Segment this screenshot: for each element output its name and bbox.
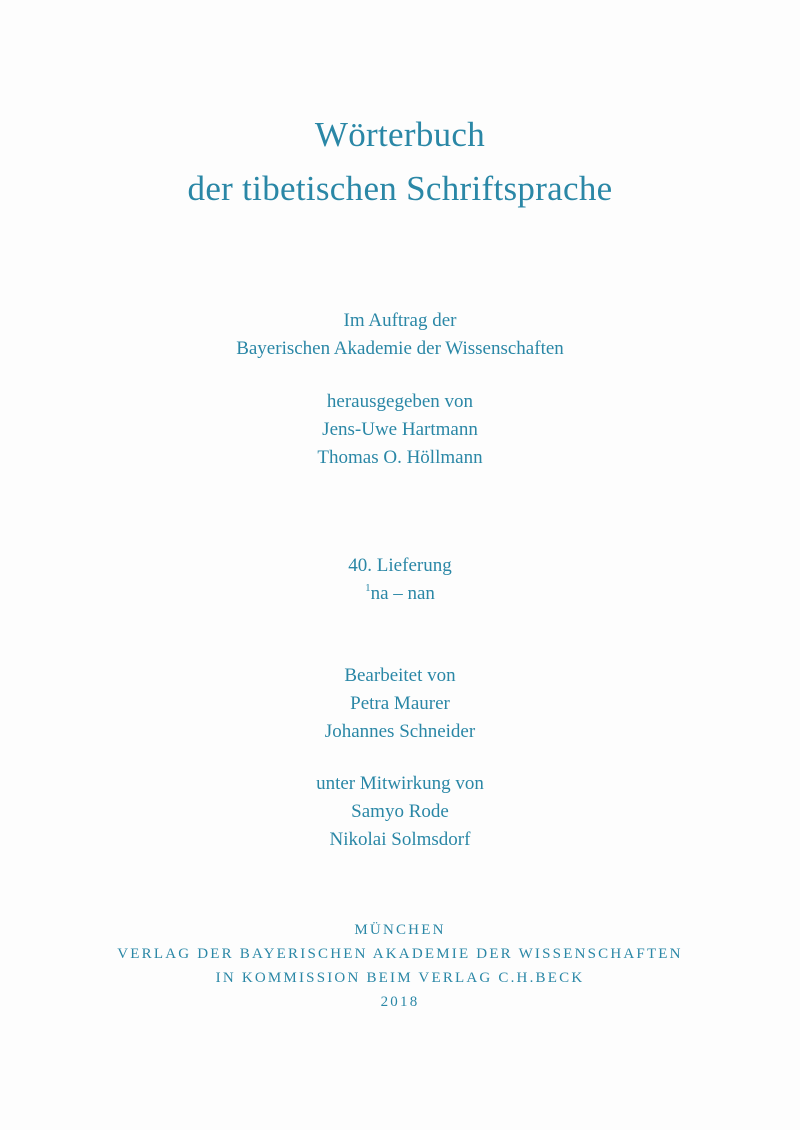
imprint-block <box>0 918 800 1014</box>
issue-range <box>0 580 800 608</box>
imprint-city: MÜNCHEN <box>354 922 446 938</box>
contributors-label: unter Mitwirkung von <box>316 773 484 794</box>
imprint-commission: IN KOMMISSION BEIM VERLAG C.H.BECK <box>215 970 585 986</box>
contributors-block <box>0 770 800 854</box>
book-title-line-1: Wörterbuch <box>314 115 486 154</box>
issue-range-text: na – nan <box>370 583 435 604</box>
authors-block <box>0 662 800 746</box>
author-name: Johannes Schneider <box>324 721 476 742</box>
editors-label: herausgegeben von <box>326 391 474 412</box>
contributor-name: Samyo Rode <box>351 801 449 822</box>
commission-line-2: Bayerischen Akademie der Wissenschaften <box>236 338 564 359</box>
commission-line-1: Im Auftrag der <box>343 310 457 331</box>
issue-range-superscript: 1 <box>365 581 371 594</box>
author-name: Petra Maurer <box>350 693 450 714</box>
commission-block <box>0 307 800 363</box>
issue-number: 40. Lieferung <box>348 555 452 576</box>
authors-label: Bearbeitet von <box>344 665 456 686</box>
book-title <box>0 108 800 216</box>
editor-name: Thomas O. Höllmann <box>317 447 483 468</box>
issue-block <box>0 552 800 608</box>
editor-name: Jens-Uwe Hartmann <box>322 419 478 440</box>
imprint-publisher: VERLAG DER BAYERISCHEN AKADEMIE DER WISSENSCHAFTEN <box>117 946 683 962</box>
editors-block <box>0 388 800 472</box>
contributor-name: Nikolai Solmsdorf <box>329 829 471 850</box>
imprint-year: 2018 <box>380 994 420 1010</box>
book-title-line-2: der tibetischen Schriftsprache <box>187 169 613 208</box>
